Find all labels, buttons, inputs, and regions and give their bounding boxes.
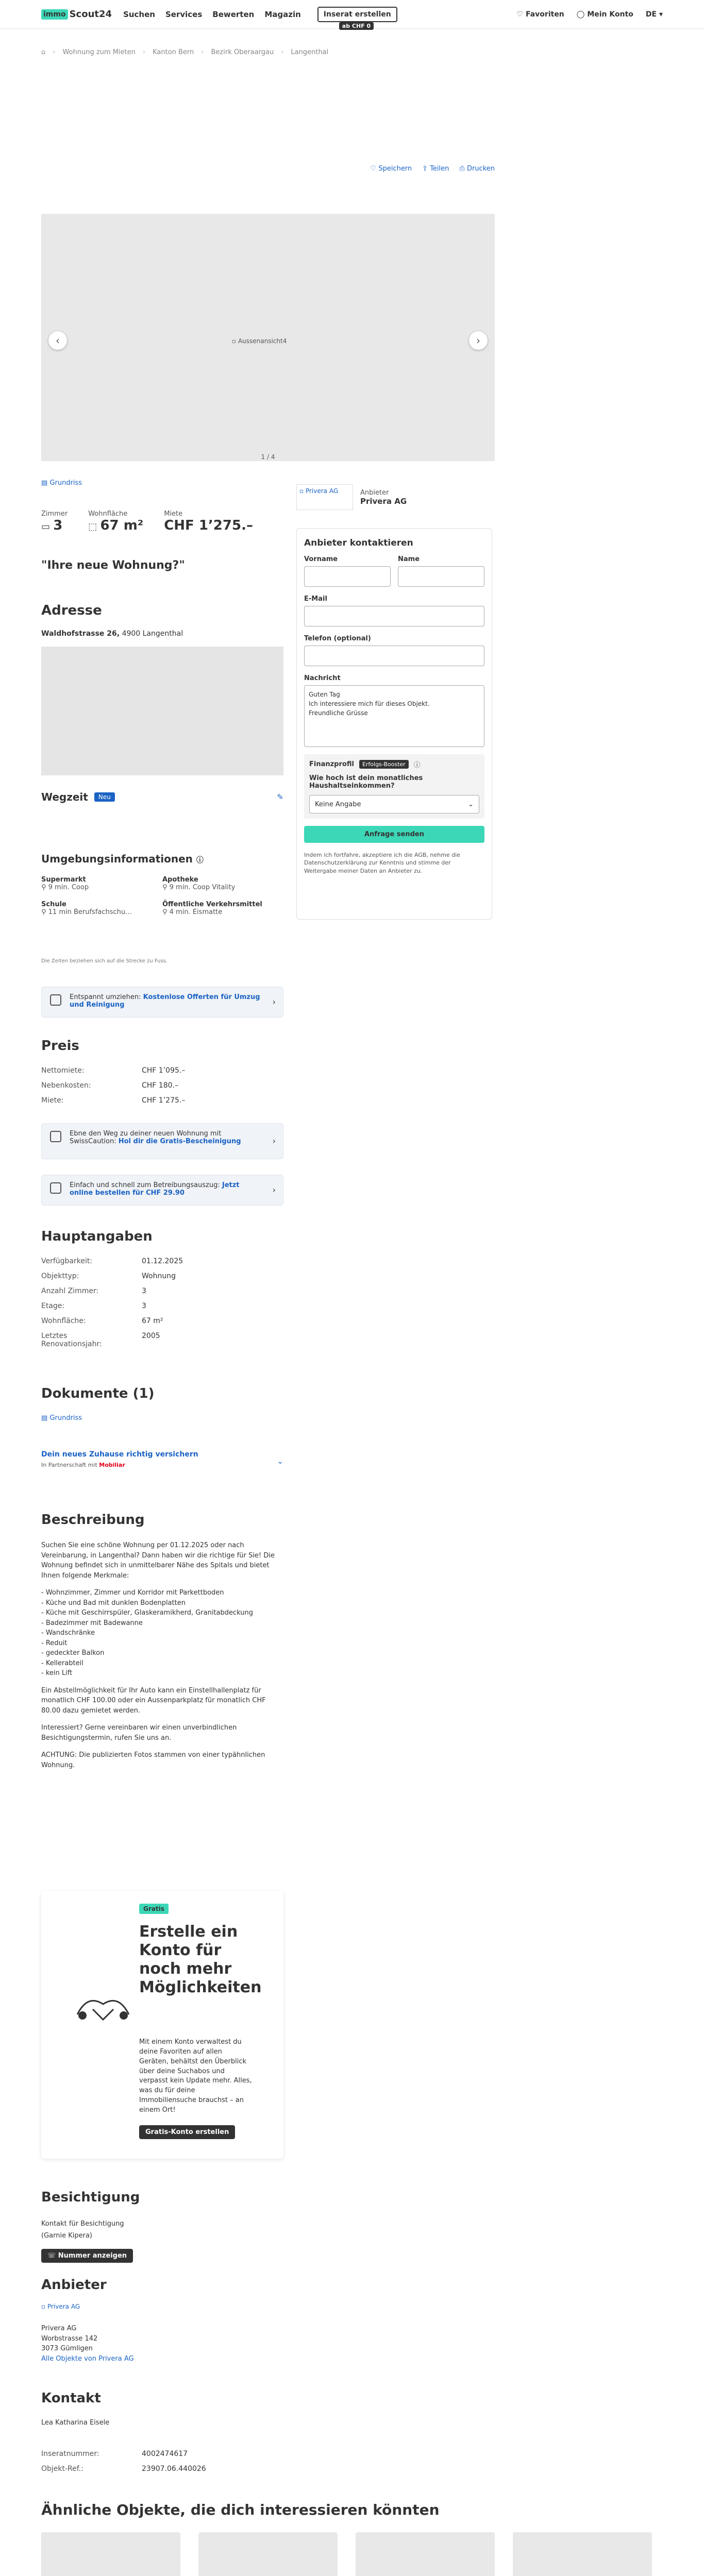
nav-search[interactable]: Suchen (123, 9, 155, 19)
key-facts (41, 510, 253, 533)
map-preview[interactable] (41, 647, 283, 775)
legal-text: Indem ich fortfahre, akzeptiere ich die AGB, nehme die Datenschutzerklärung zur Kenntnis und stimme der Weitergabe meiner Daten an Anbieter zu. (304, 852, 460, 874)
finance-profile-box (304, 754, 484, 819)
crumb-2[interactable]: Kanton Bern (153, 48, 194, 56)
insurance-sub: In Partnerschaft mit (41, 1462, 97, 1468)
mobiliar-logo: Mobiliar (99, 1462, 125, 1468)
signup-text: Mit einem Konto verwaltest du deine Favoriten auf allen Geräten, behältst den Überblick über deine Suchabos und verpasst kein Update mehr. Alles, was du für deine Immobiliensuche brauchst – an einem Ort! (139, 2038, 252, 2114)
promo-text: Entspannt umziehen: (70, 993, 141, 1001)
provider-logo: ▫ Privera AG (296, 484, 353, 510)
info-value: 2005 (142, 1332, 160, 1340)
finance-label: Finanzprofil (309, 760, 354, 768)
show-number-label: Nummer anzeigen (58, 2252, 127, 2260)
price-key: Nebenkosten: (41, 1081, 91, 1090)
provider-logo-alt: Privera AG (305, 487, 339, 495)
gallery-image-alt: Aussenansicht4 (238, 337, 287, 345)
share-button[interactable]: ⇪ Teilen (422, 165, 449, 173)
edit-icon[interactable]: ✎ (277, 792, 283, 802)
provider-logo: ▫ Privera AG (41, 2303, 80, 2310)
last-name-input[interactable] (398, 566, 484, 587)
similar-title: Ähnliche Objekte, die dich interessieren könnten (41, 2501, 440, 2518)
promo-text: Einfach und schnell zum Betreibungsauszug: (70, 1181, 220, 1189)
shield-icon (50, 1131, 61, 1142)
description-title: Beschreibung (41, 1512, 145, 1528)
info-value: 67 m² (142, 1317, 163, 1325)
contact-form (296, 528, 492, 920)
info-key: Etage: (41, 1302, 65, 1310)
heart-icon: ♡ (516, 10, 524, 19)
provider-logo-alt: Privera AG (47, 2303, 80, 2310)
main-info-title: Hauptangaben (41, 1229, 153, 1244)
gallery-counter: 1 / 4 (261, 453, 275, 461)
account-label: Mein Konto (587, 10, 633, 19)
sidebar-provider (296, 484, 484, 510)
provider-street: Worbstrasse 142 (41, 2334, 98, 2343)
insurance-title: Dein neues Zuhause richtig versichern (41, 1450, 198, 1459)
promo-link[interactable]: Jetzt online bestellen für CHF 29.90 (70, 1181, 240, 1197)
address-title: Adresse (41, 603, 102, 618)
poi-title: Supermarkt (41, 876, 86, 884)
poi-value: 11 min Berufsfachschu… (48, 908, 132, 916)
insert-badge: ab CHF 0 (339, 22, 374, 30)
similar-placeholder[interactable] (41, 2532, 180, 2576)
main-info-table (41, 1257, 183, 1355)
create-account-button[interactable]: Gratis-Konto erstellen (139, 2125, 235, 2139)
info-key: Objekttyp: (41, 1272, 79, 1280)
area-icon: ⬚ (88, 521, 100, 532)
insert-listing-button[interactable] (317, 7, 397, 29)
poi-title: Schule (41, 901, 66, 908)
info-key: Wohnfläche: (41, 1317, 86, 1325)
gallery-next-button[interactable] (469, 331, 488, 350)
contact-person: Lea Katharina Eisele (41, 2419, 110, 2427)
handshake-illustration (67, 1984, 139, 2045)
price-value: CHF 1’095.– (142, 1066, 186, 1075)
viewing-line: Kontakt für Besichtigung (41, 2220, 124, 2228)
insert-label: Inserat erstellen (323, 10, 391, 19)
document-label: Grundriss (49, 1414, 82, 1422)
chevron-left-icon: ‹ (56, 334, 60, 347)
route-label: Wegzeit (41, 791, 88, 803)
description-body (41, 1540, 283, 1770)
documents-title: Dokumente (1) (41, 1386, 155, 1401)
info-icon[interactable]: ⓘ (413, 761, 421, 769)
document-link[interactable]: ▤ Grundriss (41, 1414, 82, 1422)
info-key: Anzahl Zimmer: (41, 1287, 99, 1295)
top-header (0, 0, 704, 29)
crumb-3[interactable]: Bezirk Oberaargau (211, 48, 274, 56)
chevron-right-icon: › (272, 997, 276, 1007)
account-link[interactable] (577, 10, 633, 19)
email-label: E-Mail (304, 595, 327, 603)
poi-title: Apotheke (162, 876, 198, 884)
site-logo[interactable] (41, 9, 112, 20)
truck-icon (50, 994, 61, 1006)
promo-debt-extract[interactable] (41, 1175, 283, 1206)
promo-link[interactable]: Kostenlose Offerten für Umzug und Reinigung (70, 993, 260, 1009)
contact-title: Kontakt (41, 2391, 101, 2406)
similar-placeholder[interactable] (356, 2532, 495, 2576)
message-textarea[interactable]: Guten Tag Ich interessiere mich für dieses Objekt. Freundliche Grüsse (304, 685, 484, 747)
print-label: Drucken (466, 165, 495, 173)
show-number-button[interactable]: ☏ Nummer anzeigen (41, 2249, 133, 2263)
floorplan-link[interactable]: ▤ Grundriss (41, 479, 82, 487)
description-para: Suchen Sie eine schöne Wohnung per 01.12.2025 oder nach Vereinbarung, in Langenthal? Dann haben wir die richtige für Sie! Die Wohnung befindet sich in unmittelbarer Nähe des Spitals und bietet Ihnen folgende Merkmale: (41, 1541, 275, 1580)
nav-rate[interactable]: Bewerten (212, 9, 255, 19)
share-label: Teilen (430, 165, 449, 173)
print-button[interactable]: ⎙ Drucken (459, 165, 495, 173)
language-label: DE (645, 10, 657, 19)
rooms-value: 3 (53, 518, 63, 533)
viewing-line: (Garnie Kipera) (41, 2232, 92, 2240)
contact-form-title: Anbieter kontaktieren (304, 538, 413, 548)
description-para: Interessiert? Gerne vereinbaren wir einen unverbindlichen Besichtigungstermin, rufen Sie uns an. (41, 1724, 237, 1742)
rooms-label: Zimmer (41, 510, 68, 518)
booster-badge: Erfolgs-Booster (359, 760, 409, 769)
email-input[interactable] (304, 606, 484, 626)
info-value: 01.12.2025 (142, 1257, 183, 1265)
description-para: ACHTUNG: Die publizierten Fotos stammen von einer typähnlichen Wohnung. (41, 1751, 265, 1769)
save-label: Speichern (378, 165, 412, 173)
description-para: - Wohnzimmer, Zimmer und Korridor mit Parkettboden - Küche und Bad mit dunklen Bodenplatten - Küche mit Geschirrspüler, Glaskeramikherd, Granitabdeckung - Badezimmer mit Badewanne - Wandschränke - Reduit - gedeckter Balkon - Kellerabteil - kein Lift (41, 1589, 254, 1677)
gallery-image: ▫ Aussenansicht4 (232, 337, 287, 345)
income-question: Wie hoch ist dein monatliches Haushaltseinkommen? (309, 774, 423, 790)
gallery-prev-button[interactable] (48, 331, 67, 350)
promo-text: Ebne den Weg zu deiner neuen Wohnung mit SwissCaution: (70, 1130, 222, 1145)
nav-magazine[interactable]: Magazin (264, 9, 301, 19)
rent-value: CHF 1’275.– (164, 518, 253, 533)
similar-placeholder[interactable] (198, 2532, 338, 2576)
message-label: Nachricht (304, 674, 341, 682)
language-select[interactable]: DE ▾ (645, 10, 663, 19)
poi-title: Öffentliche Verkehrsmittel (162, 901, 262, 908)
poi-value: 9 min. Coop Vitality (169, 884, 236, 891)
price-key: Nettomiete: (41, 1066, 85, 1075)
chevron-right-icon: › (272, 1185, 276, 1195)
favorites-link[interactable] (517, 10, 564, 19)
crumb-1[interactable]: Wohnung zum Mieten (62, 48, 136, 56)
income-select-value: Keine Angabe (315, 800, 361, 808)
signup-card (41, 1891, 283, 2159)
info-icon[interactable]: ⓘ (196, 856, 204, 865)
logo-scout: Scout24 (69, 9, 112, 20)
provider-name: Privera AG (41, 2325, 77, 2332)
crumb-4[interactable]: Langenthal (291, 48, 329, 56)
promo-moving[interactable] (41, 987, 283, 1018)
chevron-right-icon: › (272, 1136, 276, 1146)
address-street: Waldhofstrasse 26, (41, 630, 120, 638)
home-icon[interactable]: ⌂ (41, 48, 46, 56)
income-select[interactable] (309, 795, 479, 814)
send-request-button[interactable]: Anfrage senden (304, 826, 484, 843)
first-name-label: Vorname (304, 555, 338, 563)
surroundings-grid (41, 876, 283, 916)
provider-label: Anbieter (360, 488, 389, 497)
listing-headline: "Ihre neue Wohnung?" (41, 559, 185, 572)
floorplan-label: Grundriss (49, 479, 82, 487)
area-value: 67 m² (100, 518, 144, 533)
image-gallery[interactable] (41, 214, 495, 461)
surroundings-title (41, 853, 204, 865)
price-title: Preis (41, 1038, 79, 1054)
info-key: Letztes Renovationsjahr: (41, 1332, 102, 1348)
breadcrumb: ⌂ › Wohnung zum Mieten › Kanton Bern › Bezirk Oberaargau › Langenthal (41, 48, 329, 56)
signup-title: Erstelle ein Konto für noch mehr Möglichkeiten (139, 1923, 262, 1996)
phone-label: Telefon (optional) (304, 635, 371, 642)
contact-value: 23907.06.440026 (142, 2465, 206, 2473)
chevron-right-icon: › (476, 334, 480, 347)
contact-key: Objekt-Ref.: (41, 2465, 83, 2473)
walk-icon: ⚲ (162, 908, 170, 916)
price-value: CHF 180.– (142, 1081, 178, 1090)
user-icon: ◯ (576, 10, 585, 19)
promo-link[interactable]: Hol dir die Gratis-Bescheinigung (118, 1138, 241, 1145)
area-label: Wohnfläche (88, 510, 128, 518)
description-para: Ein Abstellmöglichkeit für Ihr Auto kann ein Einstellhallenplatz für monatlich CHF 100.00 oder ein Aussenparkplatz für monatlich CHF 80.00 dazu gemietet werden. (41, 1686, 266, 1715)
info-value: 3 (142, 1302, 146, 1310)
contact-key: Inseratnummer: (41, 2450, 99, 2458)
poi-value: 9 min. Coop (48, 884, 89, 891)
nav-services[interactable]: Services (165, 9, 203, 19)
provider-name: Privera AG (360, 496, 407, 506)
phone-input[interactable] (304, 646, 484, 666)
first-name-input[interactable] (304, 566, 391, 587)
route-row (41, 791, 283, 803)
info-value: Wohnung (142, 1272, 176, 1280)
price-table (41, 1066, 185, 1111)
insurance-banner[interactable] (41, 1450, 283, 1468)
rent-label: Miete (164, 510, 183, 518)
address-line (41, 630, 183, 638)
walk-icon: ⚲ (41, 884, 48, 891)
viewing-info (41, 2218, 124, 2242)
favorites-label: Favoriten (525, 10, 564, 19)
contact-table (41, 2450, 206, 2480)
price-value: CHF 1’275.– (142, 1096, 186, 1105)
provider-address (41, 2324, 134, 2364)
bed-icon: ▭ (41, 521, 54, 532)
main-nav (123, 10, 301, 19)
new-badge: Neu (94, 792, 115, 802)
save-button[interactable]: ♡ Speichern (370, 165, 412, 173)
logo-immo: immo (41, 9, 68, 20)
provider-title: Anbieter (41, 2277, 107, 2293)
promo-caution[interactable] (41, 1123, 283, 1159)
last-name-label: Name (398, 555, 420, 563)
price-key: Miete: (41, 1096, 64, 1105)
poi-value: 4 min. Eismatte (169, 908, 223, 916)
walk-icon: ⚲ (41, 908, 48, 916)
chevron-down-icon: ⌄ (277, 1456, 283, 1466)
provider-city: 3073 Gümligen (41, 2345, 93, 2352)
gratis-badge: Gratis (139, 1904, 169, 1914)
info-value: 3 (142, 1287, 146, 1295)
provider-all-listings-link[interactable]: Alle Objekte von Privera AG (41, 2354, 134, 2363)
info-key: Verfügbarkeit: (41, 1257, 93, 1265)
document-icon (50, 1182, 61, 1194)
walk-icon: ⚲ (162, 884, 170, 891)
surroundings-title-text: Umgebungsinformationen (41, 853, 193, 865)
chevron-down-icon: ⌄ (468, 800, 474, 808)
surroundings-note: Die Zeiten beziehen sich auf die Strecke zu Fuss. (41, 958, 167, 964)
listing-actions (299, 165, 495, 173)
contact-value: 4002474617 (142, 2450, 188, 2458)
viewing-title: Besichtigung (41, 2190, 140, 2205)
address-city: 4900 Langenthal (122, 630, 183, 638)
similar-placeholder[interactable] (513, 2532, 652, 2576)
